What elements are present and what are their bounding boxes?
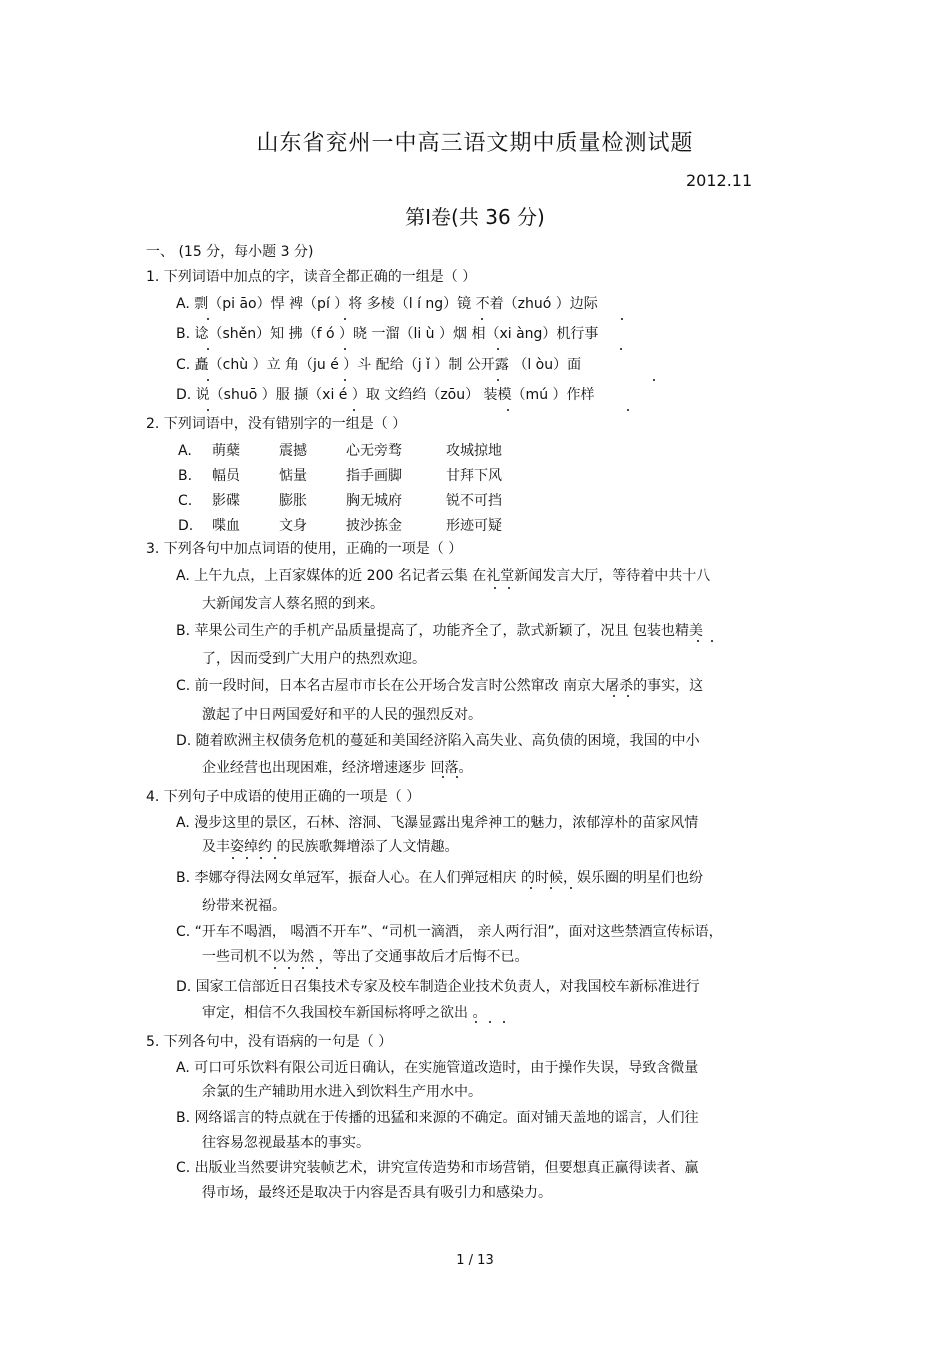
question-5-option-c-line-2: 得市场，最终还是取决于内容是否具有吸引力和感染力。 xyxy=(202,1185,552,1201)
question-5-stem: 5. 下列各句中，没有语病的一句是（ ） xyxy=(146,1034,393,1050)
question-2-b-word-2: 惦量 xyxy=(279,468,307,484)
question-2-d-word-1: 喋血 xyxy=(212,518,240,534)
emphasis-dot xyxy=(653,379,655,381)
question-2-c-word-2: 膨胀 xyxy=(279,493,307,509)
question-4-option-c-line-2: 一些司机不以为然 ，等出了交通事故后才后悔不已。 xyxy=(202,949,529,965)
emphasis-dot xyxy=(475,1021,477,1023)
emphasis-dot xyxy=(550,887,552,889)
question-2-c-label: C. xyxy=(178,493,193,509)
question-3-option-b-line-2: 了，因而受到广大用户的热烈欢迎。 xyxy=(202,651,426,667)
question-4-option-a-line-1: A. 漫步这里的景区，石林、溶洞、飞瀑显露出鬼斧神工的魅力，浓郁淳朴的苗家风情 xyxy=(176,815,699,831)
emphasis-dot xyxy=(207,318,209,320)
emphasis-dot xyxy=(481,318,483,320)
emphasis-dot xyxy=(613,695,615,697)
question-5-option-a-line-1: A. 可口可乐饮料有限公司近日确认，在实施管道改造时，由于操作失误，导致含微量 xyxy=(176,1060,699,1076)
question-2-d-label: D. xyxy=(178,518,194,534)
question-2-stem: 2. 下列词语中，没有错别字的一组是（ ） xyxy=(146,416,407,432)
question-1-option-d: D. 说（shuō ）服 撷（xi é ）取 文绉绉（zōu） 装模（mú ）作样 xyxy=(176,387,595,403)
question-3-option-d-line-2: 企业经营也出现困难，经济增速逐步 回落。 xyxy=(202,760,473,776)
emphasis-dot xyxy=(442,776,444,778)
emphasis-dot xyxy=(353,409,355,411)
question-5-option-a-line-2: 余氯的生产辅助用水进入到饮料生产用水中。 xyxy=(202,1084,482,1100)
question-2-b-word-1: 幅员 xyxy=(212,468,240,484)
question-4-option-b-line-2: 纷带来祝福。 xyxy=(202,898,286,914)
emphasis-dot xyxy=(260,857,262,859)
emphasis-dot xyxy=(207,348,209,350)
question-5-option-b-line-1: B. 网络谣言的特点就在于传播的迅猛和来源的不确定。面对铺天盖地的谣言，人们往 xyxy=(176,1110,699,1126)
section-heading: 一、 (15 分，每小题 3 分) xyxy=(146,244,314,260)
question-3-option-b-line-1: B. 苹果公司生产的手机产品质量提高了，功能齐全了，款式新颖了，况且 包装也精美 xyxy=(176,623,703,639)
emphasis-dot xyxy=(207,409,209,411)
question-2-d-word-3: 披沙拣金 xyxy=(346,518,402,534)
emphasis-dot xyxy=(316,967,318,969)
question-2-a-word-3: 心无旁骛 xyxy=(346,443,402,459)
emphasis-dot xyxy=(497,348,499,350)
emphasis-dot xyxy=(570,887,572,889)
exam-date: 2012.11 xyxy=(686,171,753,190)
emphasis-dot xyxy=(503,1021,505,1023)
emphasis-dot xyxy=(508,587,510,589)
emphasis-dot xyxy=(207,379,209,381)
question-2-c-word-4: 锐不可挡 xyxy=(446,493,502,509)
emphasis-dot xyxy=(711,640,713,642)
question-2-a-label: A. xyxy=(178,443,192,459)
emphasis-dot xyxy=(489,1021,491,1023)
emphasis-dot xyxy=(302,967,304,969)
question-2-a-word-4: 攻城掠地 xyxy=(446,443,502,459)
emphasis-dot xyxy=(497,379,499,381)
question-1-option-c: C. 矗（chù ）立 角（ju é ）斗 配给（j ǐ ）制 公开露 （l òu）面 xyxy=(176,357,582,373)
question-5-option-c-line-1: C. 出版业当然要讲究装帧艺术，讲究宣传造势和市场营销，但要想真正赢得读者、赢 xyxy=(176,1160,699,1176)
emphasis-dot xyxy=(274,967,276,969)
question-4-option-b-line-1: B. 李娜夺得法网女单冠军，振奋人心。在人们弹冠相庆 的时候，娱乐圈的明星们也纷 xyxy=(176,870,703,886)
question-4-option-c-line-1: C. “开车不喝酒， 喝酒不开车”、“司机一滴酒， 亲人两行泪”，面对这些禁酒宣传标语， xyxy=(176,924,723,940)
question-4-stem: 4. 下列句子中成语的使用正确的一项是（ ） xyxy=(146,789,421,805)
emphasis-dot xyxy=(530,887,532,889)
question-2-b-label: B. xyxy=(178,468,193,484)
volume-heading: 第Ⅰ卷(共 36 分) xyxy=(405,205,545,229)
question-4-option-d-line-1: D. 国家工信部近日召集技术专家及校车制造企业技术负责人，对我国校车新标准进行 xyxy=(176,979,700,995)
emphasis-dot xyxy=(494,587,496,589)
page-number: 1 / 13 xyxy=(456,1253,494,1268)
question-3-option-a-line-2: 大新闻发言人蔡名照的到来。 xyxy=(202,596,384,612)
question-2-c-word-1: 影碟 xyxy=(212,493,240,509)
emphasis-dot xyxy=(274,857,276,859)
question-1-option-a: A. 剽（pi āo）悍 裨（pí ）将 多棱（l í ng）镜 不着（zhuó ）边际 xyxy=(176,296,598,312)
page-title: 山东省兖州一中高三语文期中质量检测试题 xyxy=(256,131,694,156)
emphasis-dot xyxy=(627,409,629,411)
emphasis-dot xyxy=(621,318,623,320)
question-3-option-a-line-1: A. 上午九点，上百家媒体的近 200 名记者云集 在礼堂新闻发言大厅，等待着中共十八 xyxy=(176,568,711,584)
question-2-d-word-2: 文身 xyxy=(279,518,307,534)
emphasis-dot xyxy=(456,776,458,778)
emphasis-dot xyxy=(344,348,346,350)
emphasis-dot xyxy=(507,409,509,411)
question-2-a-word-2: 震撼 xyxy=(279,443,307,459)
question-4-option-d-line-2: 审定，相信不久我国校车新国标将呼之欲出 。 xyxy=(202,1005,487,1021)
question-4-option-a-line-2: 及丰姿绰约 的民族歌舞增添了人文情趣。 xyxy=(202,839,459,855)
question-3-stem: 3. 下列各句中加点词语的使用，正确的一项是（ ） xyxy=(146,541,463,557)
emphasis-dot xyxy=(344,379,346,381)
emphasis-dot xyxy=(627,695,629,697)
emphasis-dot xyxy=(232,857,234,859)
question-2-c-word-3: 胸无城府 xyxy=(346,493,402,509)
emphasis-dot xyxy=(620,348,622,350)
question-2-b-word-3: 指手画脚 xyxy=(346,468,402,484)
question-1-stem: 1. 下列词语中加点的字，读音全都正确的一组是（ ） xyxy=(146,269,477,285)
question-3-option-d-line-1: D. 随着欧洲主权债务危机的蔓延和美国经济陷入高失业、高负债的困境，我国的中小 xyxy=(176,733,700,749)
emphasis-dot xyxy=(344,318,346,320)
question-3-option-c-line-1: C. 前一段时间，日本名古屋市市长在公开场合发言时公然窜改 南京大屠杀的事实，这 xyxy=(176,678,704,694)
question-2-b-word-4: 甘拜下风 xyxy=(446,468,502,484)
emphasis-dot xyxy=(246,857,248,859)
emphasis-dot xyxy=(697,640,699,642)
question-2-d-word-4: 形迹可疑 xyxy=(446,518,502,534)
question-1-option-b: B. 谂（shěn）知 拂（f ó ）晓 一溜（li ù ）烟 相（xi àng）机行事 xyxy=(176,326,599,342)
question-2-a-word-1: 萌蘖 xyxy=(212,443,240,459)
emphasis-dot xyxy=(288,967,290,969)
question-3-option-c-line-2: 激起了中日两国爱好和平的人民的强烈反对。 xyxy=(202,707,482,723)
question-5-option-b-line-2: 往容易忽视最基本的事实。 xyxy=(202,1135,370,1151)
